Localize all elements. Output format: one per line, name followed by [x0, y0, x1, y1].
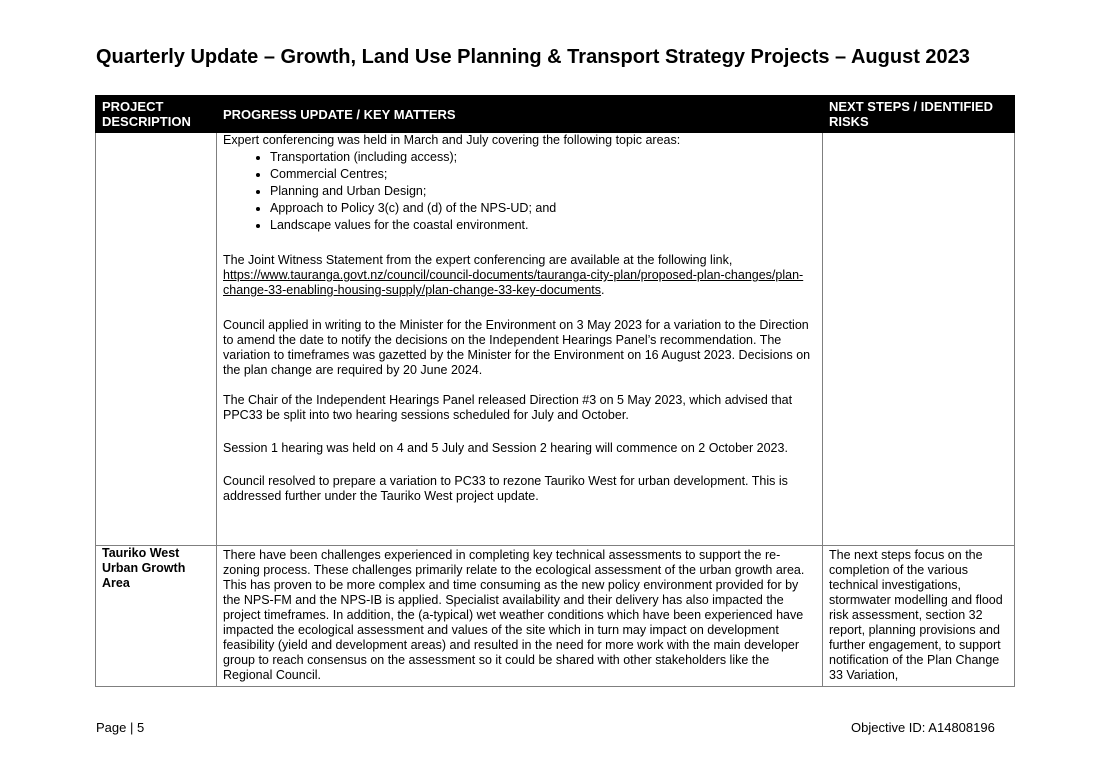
jws-paragraph: The Joint Witness Statement from the expert conferencing are available at the following link, https://www.tauranga.govt.nz/council/council-documents/tauranga-city-plan/proposed-plan-changes/plan-change-33-enabling-housing-supply/plan-change-33-key-documents.	[223, 253, 804, 297]
variation-paragraph: Council resolved to prepare a variation to PC33 to rezone Tauriko West for urban development. This is addressed further under the Tauriko West project update.	[223, 474, 788, 503]
list-item: • Approach to Policy 3(c) and (d) of the NPS-UD; and	[270, 201, 816, 216]
list-item: • Commercial Centres;	[270, 167, 816, 182]
objective-id: Objective ID: A14808196	[851, 720, 995, 735]
list-item: • Transportation (including access);	[270, 150, 816, 165]
chair-direction-paragraph: The Chair of the Independent Hearings Panel released Direction #3 on 5 May 2023, which advised that PPC33 be split into two hearing sessions scheduled for July and October.	[223, 393, 793, 422]
topic-list	[223, 150, 816, 233]
session-paragraph: Session 1 hearing was held on 4 and 5 July and Session 2 hearing will commence on 2 October 2023.	[223, 441, 788, 455]
page-number: Page | 5	[96, 720, 145, 735]
list-item: • Landscape values for the coastal environment.	[270, 218, 816, 233]
header-project-description: PROJECT DESCRIPTION	[96, 96, 217, 133]
conferencing-intro: Expert conferencing was held in March and July covering the following topic areas:	[223, 133, 681, 147]
row-description	[96, 133, 217, 546]
table-row	[96, 546, 1015, 687]
list-item: • Planning and Urban Design;	[270, 184, 816, 199]
tauriko-next-steps-text: The next steps focus on the completion of the various technical investigations, stormwater modelling and flood risk assessment, section 32 report, planning provisions and further engagement, to support notification of the Plan Change 33 Variation,	[829, 548, 1003, 682]
project-update-table	[95, 95, 1015, 687]
row-next-steps	[823, 133, 1015, 546]
row-progress-cell	[217, 133, 823, 546]
row-progress-cell	[217, 546, 823, 687]
header-next-steps: NEXT STEPS / IDENTIFIED RISKS	[823, 96, 1015, 133]
row-next-steps	[823, 546, 1015, 687]
row-description: Tauriko West Urban Growth Area	[96, 546, 217, 687]
tauriko-progress-text: There have been challenges experienced in completing key technical assessments to support the re-zoning process. These challenges primarily relate to the ecological assessment of the urban growth area. This has proven to be more complex and time consuming as the new policy environment provided for by the NPS-FM and the NPS-IB is applied. Specialist availability and their delivery has also impacted the project timeframes. In addition, the (a-typical) wet weather conditions which have been experienced have impacted the ecological assessment and values of the site which in turn may impact on development feasibility (yield and development areas) and resulted in the need for more work with the main developer group to reach consensus on the assessment so it could be shared with other stakeholders like the Regional Council.	[223, 548, 805, 682]
document-title: Quarterly Update – Growth, Land Use Planning & Transport Strategy Projects – August 2023	[96, 46, 970, 68]
table-row	[96, 133, 1015, 546]
table-header-row	[96, 96, 1015, 133]
minister-paragraph: Council applied in writing to the Minister for the Environment on 3 May 2023 for a variation to the Direction to amend the date to notify the decisions on the Independent Hearings Panel’s recommendation. The variation to timeframes was gazetted by the Minister for the Environment on 16 August 2023. Decisions on the plan change are required by 20 June 2024.	[223, 318, 811, 377]
header-progress-update: PROGRESS UPDATE / KEY MATTERS	[217, 96, 823, 133]
documents-link[interactable]: https://www.tauranga.govt.nz/council/council-documents/tauranga-city-plan/proposed-plan-changes/plan-change-33-enabling-housing-supply/plan-change-33-key-documents	[223, 268, 804, 297]
jws-text: The Joint Witness Statement from the expert conferencing are available at the following link,	[223, 253, 733, 267]
